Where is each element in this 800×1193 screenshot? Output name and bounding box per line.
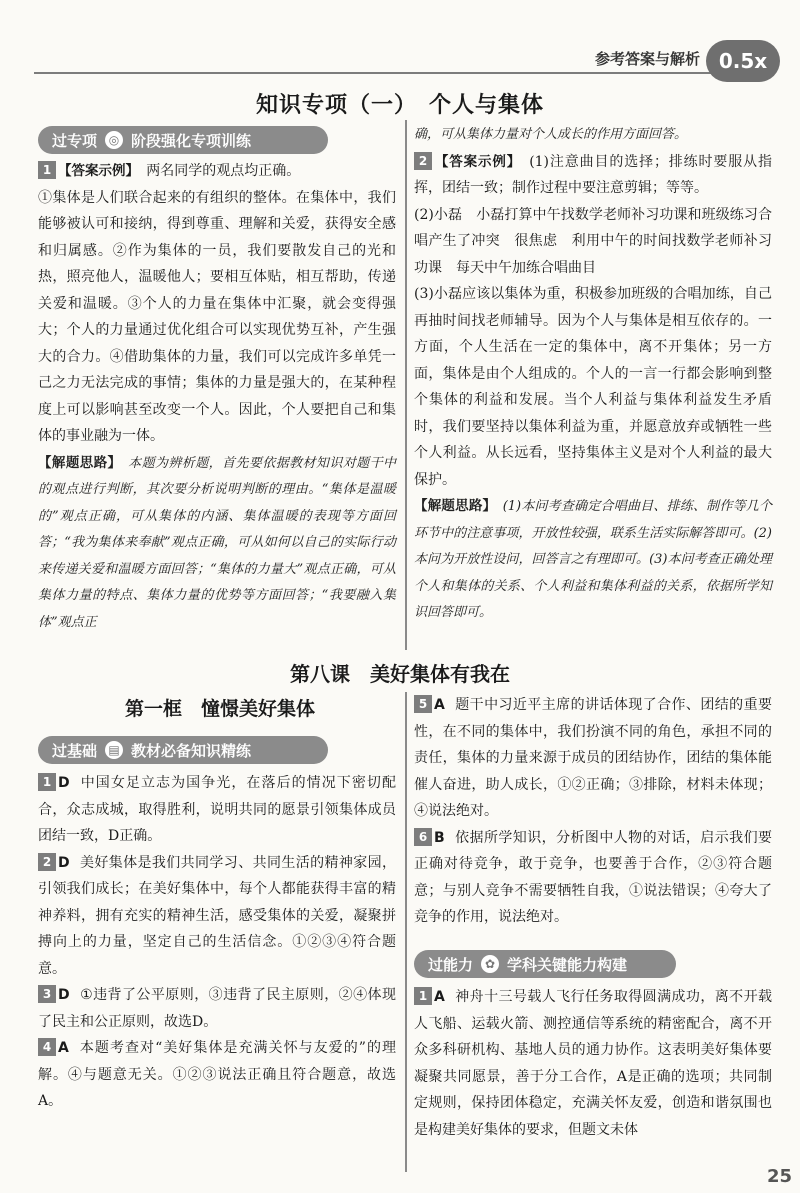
answer-block-2 [414,149,772,202]
answer-text: 美好集体是我们共同学习、共同生活的精神家园，引领我们成长；在美好集体中，每个人都能获得丰富的精神养料，拥有充实的精神生活，感受集体的关爱，凝聚拼搏向上的力量，坚定自己的生活信念。①②③④符合题意。 [38,854,396,977]
header-label: 参考答案与解析 [594,50,700,68]
think-text: 本题为辨析题，首先要依据教材知识对题干中的观点进行判断，其次要分析说明判断的理由。“集体是温暖的”观点正确，可从集体的内涵、集体温暖的表现等方面回答；“我为集体来奉献”观点正确，可从如何以自己的实际行动来传递关爱和温暖方面回答；“集体的力量大”观点正确，可从集体力量的特点、集体力量的优势等方面回答；“我要融入集体”观点正 [38,455,396,630]
answer-text: ①违背了公平原则，③违背了民主原则，②④体现了民主和公正原则，故选D。 [38,987,396,1030]
pill-text: 教材必备知识精练 [131,741,252,760]
question-number: 1 [414,987,432,1005]
answer-item [414,984,772,1143]
answer-letter: A [434,989,445,1005]
answer-text: 依据所学知识，分析图中人物的对话，启示我们要正确对待竞争，敢于竞争，也要善于合作，②③符合题意；与别人竞争不需要牺牲自我，①说法错误；④夸大了竞争的作用，说法绝对。 [414,829,772,925]
right-column-final [414,984,772,1143]
section-pill-basics [38,736,328,764]
left-column-top [38,158,396,636]
page-header [0,0,800,80]
answer-text: 神舟十三号载人飞行任务取得圆满成功，离不开载人飞船、运载火箭、测控通信等系统的精密配合，离不开众多科研机构、基地人员的通力协作。这表明美好集体要凝聚共同愿景，善于分工合作，A是正确的选项；共同制定规则，保持团体稳定，充满关怀友爱，创造和谐氛围也是构建美好集体的要求，但题文未体 [414,989,772,1138]
answer-tag: 【答案示例】 [434,153,515,170]
think-continuation: 确，可从集体力量对个人成长的作用方面回答。 [414,127,688,142]
answer-letter: A [434,697,445,713]
answer-part-1: (1)注意曲目的选择；排练时要服从指挥，团结一致；制作过程中要注意剪辑；等等。 [414,153,773,196]
answer-text: 本题考查对“美好集体是充满关怀与友爱的”的理解。④与题意无关。①②③说法正确且符合题意，故选A。 [38,1040,396,1109]
question-number: 6 [414,828,432,846]
answer-letter: D [58,854,70,871]
book-icon: ▤ [105,741,123,759]
question-number: 3 [38,985,56,1003]
answer-body: ①集体是人们联合起来的有组织的整体。在集体中，我们能够被认可和接纳，得到尊重、理解和关爱，获得安全感和归属感。②作为集体的一员，我们要散发自己的光和热，照亮他人，温暖他人；要相互体贴，相互帮助，传递关爱和温暖。③个人的力量在集体中汇聚，就会变得强大；个人的力量通过优化组合可以实现优势互补，产生强大的合力。④借助集体的力量，我们可以完成许多单凭一己之力无法完成的事情；集体的力量是强大的，在某种程度上可以影响甚至改变一个人。因此，个人要把自己和集体的事业融为一体。 [38,189,396,444]
gear-icon: ✿ [481,955,499,973]
answer-item [414,825,772,931]
right-column-top [414,122,772,627]
answer-text: 中国女足立志为国争光，在落后的情况下密切配合，众志成城，取得胜利，说明共同的愿景引领集体成员团结一致，D正确。 [38,775,396,844]
answer-item [38,982,396,1035]
answer-item [38,1035,396,1115]
question-number: 4 [38,1038,56,1056]
header-rule [34,72,734,74]
question-number: 2 [414,152,432,170]
lesson-title: 第八课 美好集体有我在 [290,662,510,686]
pill-label: 过基础 [52,741,98,760]
think-block-2 [414,493,772,627]
target-icon: ◎ [105,131,123,149]
answer-lead: 两名同学的观点均正确。 [146,163,301,179]
answer-item [38,770,396,850]
page-number: 25 [766,1166,792,1187]
pill-label: 过能力 [428,955,474,974]
column-divider-top [405,120,407,650]
question-number: 2 [38,853,56,871]
question-number: 1 [38,161,56,179]
think-tag: 【解题思路】 [414,498,490,514]
left-column-bottom [38,770,396,1115]
think-tag: 【解题思路】 [38,454,115,471]
answer-letter: B [434,829,445,846]
main-title: 知识专项（一） 个人与集体 [255,93,544,118]
answer-item [38,850,396,983]
right-column-bottom [414,692,772,931]
pill-text: 学科关键能力构建 [507,955,628,974]
think-block-1 [38,450,396,637]
answer-block-1 [38,158,396,185]
answer-text: 题干中习近平主席的讲话体现了合作、团结的重要性，在不同的集体中，我们扮演不同的角色，承担不同的责任，集体的力量来源于成员的团结协作，团结的集体能催人奋进，助人成长，①②正确；③排除，材料未体现；④说法绝对。 [414,697,772,819]
section-pill-practice [38,126,328,154]
question-number: 5 [414,695,432,713]
think-text: (1)本问考查确定合唱曲目、排练、制作等几个环节中的注意事项，开放性较强，联系生活实际解答即可。(2)本问为开放性设问，回答言之有理即可。(3)本问考查正确处理个人和集体的关系、个人利益和集体利益的关系，依据所学知识回答即可。 [414,499,773,620]
speed-badge[interactable]: 0.5x [706,40,780,82]
answer-letter: A [58,1040,69,1056]
column-divider-bottom [405,692,407,1172]
answer-part-2: (2)小磊 小磊打算中午找数学老师补习功课和班级练习合唱产生了冲突 很焦虑 利用中午的时间找数学老师补习功课 每天中午加练合唱曲目 [414,206,772,276]
frame-title: 第一框 憧憬美好集体 [124,698,315,720]
pill-label: 过专项 [52,131,98,150]
question-number: 1 [38,773,56,791]
answer-tag: 【答案示例】 [58,163,133,179]
answer-letter: D [58,775,70,791]
answer-item [414,692,772,825]
pill-text: 阶段强化专项训练 [131,131,252,150]
section-pill-ability [414,950,676,978]
answer-letter: D [58,987,70,1003]
answer-part-3: (3)小磊应该以集体为重，积极参加班级的合唱加练，自己再抽时间找老师辅导。因为个人与集体是相互依存的。一方面，个人生活在一定的集体中，离不开集体；另一方面，集体是由个人组成的。个人的一言一行都会影响到整个集体的利益和发展。当个人利益与集体利益发生矛盾时，我们要坚持以集体利益为重，并愿意放弃或牺牲一些个人利益。从长远看，坚持集体主义是对个人利益的最大保护。 [414,286,772,488]
